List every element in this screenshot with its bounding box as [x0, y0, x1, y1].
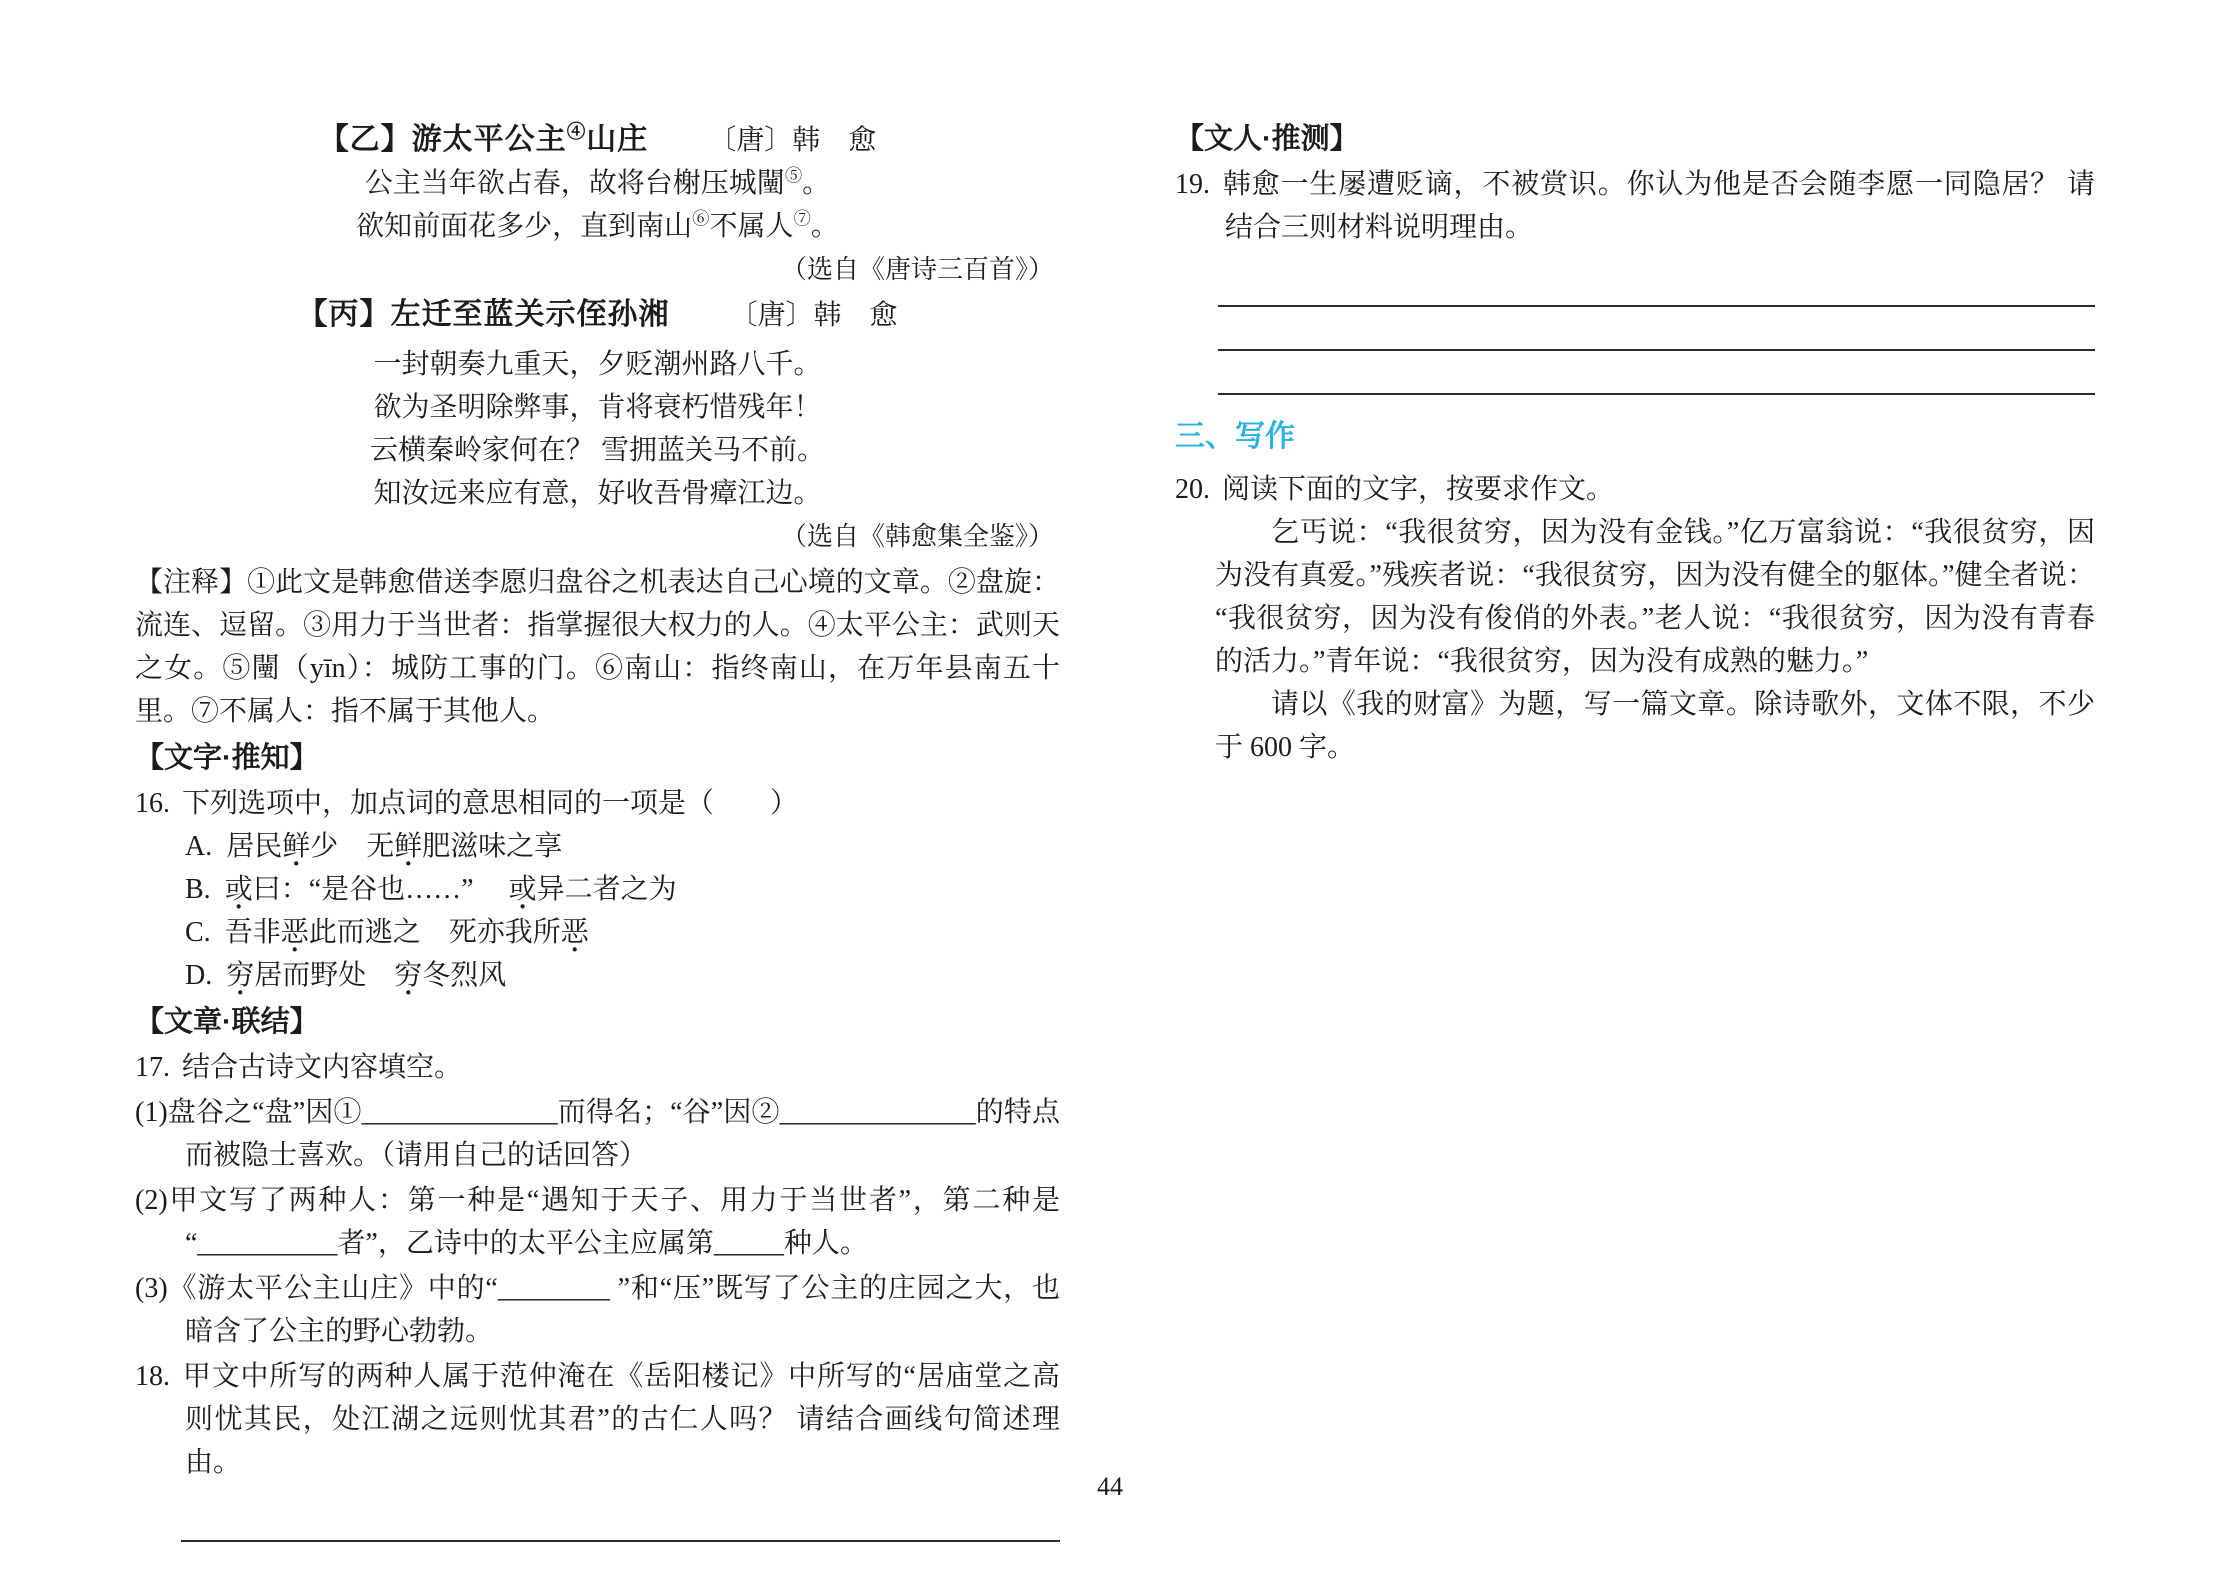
poem-line: 知汝远来应有意，好收吾骨瘴江边。 [373, 478, 822, 509]
question-18-answer-area [181, 1498, 1060, 1571]
question-20-material: 乞丐说：“我很贫穷，因为没有金钱。”亿万富翁说：“我很贫穷，因为没有真爱。”残疾者说：“我很贫穷，因为没有健全的躯体。”健全者说：“我很贫穷，因为没有俊俏的外表。”老人说：“我很贫穷，因为没有青春的活力。”青年说：“我很贫穷，因为没有成熟的魅力。” [1215, 517, 2095, 677]
question-16-option-b [185, 868, 1060, 911]
poem-bing-title-line [135, 293, 1060, 337]
question-19-number: 19. [1175, 169, 1210, 200]
poem-yi-author: 〔唐〕韩 愈 [708, 125, 877, 156]
option-d-label: D. [185, 960, 213, 991]
poem-line: 欲为圣明除弊事，肯将衰朽惜残年！ [373, 392, 822, 423]
notes-paragraph: 【注释】①此文是韩愈借送李愿归盘谷之机表达自己心境的文章。②盘旋：流连、逗留。③用力于当世者：指掌握很大权力的人。④太平公主：武则天之女。⑤闉（yīn）：城防工事的门。⑥南山：指终南山，在万年县南五十里。⑦不属人：指不属于其他人。 [135, 567, 1060, 727]
question-17-sub2: (2)甲文写了两种人：第一种是“遇知于天子、用力于当世者”，第二种是“__________者”，乙诗中的太平公主应属第_____种人。 [135, 1185, 1060, 1259]
question-19 [1175, 163, 2095, 249]
question-17-number: 17. [135, 1052, 170, 1083]
answer-line [181, 1542, 1060, 1571]
question-16-option-a [185, 825, 1060, 868]
question-16-option-d [185, 954, 1060, 997]
poem-line: 欲知前面花多少，直到南山⑥不属人⑦。 [356, 209, 839, 242]
option-a-text: 居民鲜少 无鲜肥滋味之享 [226, 831, 563, 862]
poem-bing-source: （选自《韩愈集全鉴》） [780, 522, 1054, 551]
option-b-text: 或曰：“是谷也……” 或异二者之为 [224, 874, 677, 905]
poem-bing-title: 【丙】左迁至蓝关示侄孙湘 [297, 298, 670, 331]
question-16-stem: 下列选项中，加点词的意思相同的一项是（ ） [182, 788, 799, 819]
question-20 [1175, 468, 2095, 511]
question-16-option-c [185, 911, 1060, 954]
poem-yi [135, 118, 1060, 291]
answer-line [1218, 263, 2095, 307]
option-c-label: C. [185, 917, 211, 948]
section-header-wenzi-tuizhi: 【文字·推知】 [135, 742, 319, 774]
question-19-answer-area [1218, 263, 2095, 395]
poem-line: 一封朝奏九重天，夕贬潮州路八千。 [373, 349, 822, 380]
question-18-stem: 甲文中所写的两种人属于范仲淹在《岳阳楼记》中所写的“居庙堂之高则忧其民，处江湖之远则忧其君”的古仁人吗？ 请结合画线句简述理由。 [182, 1361, 1060, 1478]
poem-yi-title: 【乙】游太平公主④山庄 [318, 121, 649, 156]
poem-bing [135, 293, 1060, 558]
question-17-sub3: (3)《游太平公主山庄》中的“________ ”和“压”既写了公主的庄园之大，也暗含了公主的野心勃勃。 [135, 1273, 1060, 1347]
answer-line [1218, 351, 2095, 395]
question-17-sub1: (1)盘谷之“盘”因①______________而得名；“谷”因②______________的特点而被隐士喜欢。（请用自己的话回答） [135, 1097, 1060, 1171]
page-number: 44 [1097, 1472, 1123, 1501]
question-19-stem: 韩愈一生屡遭贬谪，不被赏识。你认为他是否会随李愿一同隐居？ 请结合三则材料说明理由。 [1222, 169, 2095, 243]
question-17-stem: 结合古诗文内容填空。 [182, 1052, 463, 1083]
poem-yi-title-line [135, 118, 1060, 162]
poem-line: 云横秦岭家何在？ 雪拥蓝关马不前。 [369, 435, 825, 466]
question-17 [135, 1046, 1060, 1089]
right-column [1175, 118, 2095, 769]
question-16-number: 16. [135, 788, 170, 819]
answer-line [1218, 307, 2095, 351]
question-18-number: 18. [135, 1361, 170, 1392]
option-d-text: 穷居而野处 穷冬烈风 [226, 960, 507, 991]
poem-yi-source: （选自《唐诗三百首》） [780, 255, 1054, 284]
question-16 [135, 782, 1060, 825]
option-c-text: 吾非恶此而逃之 死亦我所恶 [224, 917, 589, 948]
option-a-label: A. [185, 831, 213, 862]
left-column [135, 118, 1060, 1571]
question-20-number: 20. [1175, 474, 1210, 505]
option-b-label: B. [185, 874, 211, 905]
section-header-xiezuo: 三、写作 [1175, 420, 1295, 453]
question-20-requirement: 请以《我的财富》为题，写一篇文章。除诗歌外，文体不限，不少于 600 字。 [1215, 689, 2095, 763]
section-header-wenren-tuice: 【文人·推测】 [1175, 123, 1359, 155]
question-20-stem: 阅读下面的文字，按要求作文。 [1222, 474, 1615, 505]
section-header-wenzhang-lianjie: 【文章·联结】 [135, 1006, 319, 1038]
poem-line: 公主当年欲占春，故将台榭压城闉⑤。 [364, 166, 831, 199]
poem-bing-author: 〔唐〕韩 愈 [729, 300, 898, 331]
